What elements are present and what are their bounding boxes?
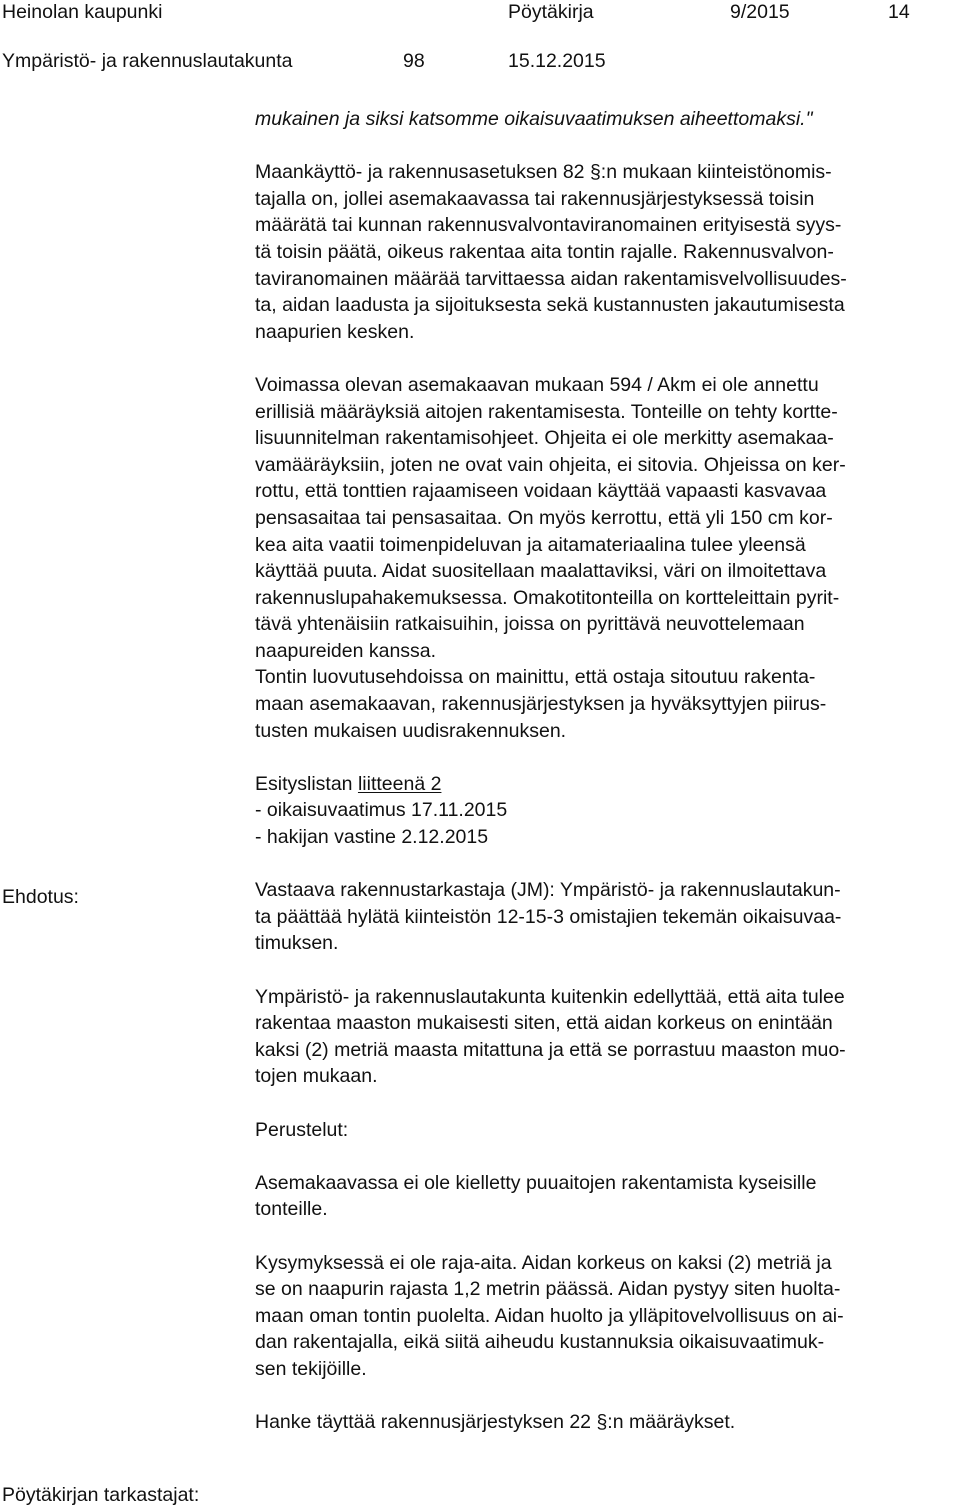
text-line: tajalla on, jollei asemakaavassa tai rakennusjärjestyksessä toisin [255, 187, 815, 210]
text-line: se on naapurin rajasta 1,2 metrin päässä. Aidan pystyy siten huolta- [255, 1278, 841, 1301]
committee-name: Ympäristö- ja rakennuslautakunta [2, 50, 293, 72]
section-number: 98 [403, 50, 425, 72]
text-line: ta, aidan laadusta ja sijoituksesta sekä kustannusten jakautumisesta [255, 294, 845, 317]
proposal-label: Ehdotus: [2, 886, 79, 908]
text-line: rottu, että tonttien rajaamiseen voidaan käyttää vapaasti kasvavaa [255, 480, 827, 503]
page-number: 14 [888, 1, 910, 23]
text-line: maan oman tontin puolelta. Aidan huolto ja ylläpitovelvollisuus on ai- [255, 1304, 844, 1327]
text-line: tojen mukaan. [255, 1065, 378, 1088]
text-line: kaksi (2) metriä maasta mitattuna ja että se porrastuu maaston muo- [255, 1038, 846, 1061]
text-line: Vastaava rakennustarkastaja (JM): Ympäristö- ja rakennuslautakun- [255, 879, 841, 902]
text-line: naapureiden kanssa. [255, 639, 437, 662]
attachment-item: - hakijan vastine 2.12.2015 [255, 826, 489, 849]
condition-paragraph [255, 984, 960, 1090]
text-line: lisuunnitelman rakentamisohjeet. Ohjeita ei ole merkitty asemakaa- [255, 427, 834, 450]
text-line: timuksen. [255, 932, 339, 955]
attachments-intro-line [255, 771, 960, 798]
proposal-paragraph [255, 877, 960, 957]
reason-paragraph [255, 1170, 960, 1223]
text-line: Asemakaavassa ei ole kielletty puuaitojen rakentamista kyseisille [255, 1171, 817, 1194]
document-body [255, 106, 960, 1436]
text-line: sen tekijöille. [255, 1357, 367, 1380]
text-line: määrätä tai kunnan rakennusvalvontaviranomainen erityisestä syys- [255, 214, 842, 237]
meeting-date: 15.12.2015 [508, 50, 606, 72]
text-line: erillisiä määräyksiä aitojen rakentamisesta. Tonteille on tehty kortte- [255, 400, 838, 423]
text-line: rakentaa maaston mukaisesti siten, että aidan korkeus on enintään [255, 1012, 833, 1035]
text-line: Hanke täyttää rakennusjärjestyksen 22 §:n määräykset. [255, 1411, 736, 1434]
text-line: maan asemakaavan, rakennusjärjestyksen ja hyväksyttyjen piirus- [255, 693, 827, 716]
document-number: 9/2015 [730, 1, 790, 23]
city-name: Heinolan kaupunki [2, 1, 163, 23]
text-line: Voimassa olevan asemakaavan mukaan 594 / Akm ei ole annettu [255, 373, 819, 396]
text-line: tävä yhtenäisiin ratkaisuihin, joissa on pyrittävä neuvottelemaan [255, 613, 805, 636]
text-line: rakennuslupahakemuksessa. Omakotitonteilla on kortteleittain pyrit- [255, 586, 840, 609]
text-line: tä toisin päätä, oikeus rakentaa aita tontin rajalle. Rakennusvalvon- [255, 240, 834, 263]
reason-paragraph [255, 1250, 960, 1383]
attachment-link[interactable]: liitteenä 2 [357, 772, 442, 795]
paragraph-regulation [255, 159, 960, 345]
text-line: taviranomainen määrää tarvittaessa aidan rakentamisvelvollisuudes- [255, 267, 847, 290]
reasons-heading: Perustelut: [255, 1118, 349, 1141]
attachments-block [255, 771, 960, 851]
attachment-item: - oikaisuvaatimus 17.11.2015 [255, 799, 508, 822]
text-line: pensasaitaa tai pensasaitaa. On myös kerrottu, että yli 150 cm kor- [255, 506, 833, 529]
text-line: ta päättää hylätä kiinteistön 12-15-3 omistajien tekemän oikaisuvaa- [255, 905, 842, 928]
quote-end-line: mukainen ja siksi katsomme oikaisuvaatimuksen aiheettomaksi." [255, 108, 813, 130]
text-line: tonteille. [255, 1198, 328, 1221]
text-line: vamääräyksiin, joten ne ovat vain ohjeita, ei sitovia. Ohjeissa on ker- [255, 453, 846, 476]
text-line: Kysymyksessä ei ole raja-aita. Aidan korkeus on kaksi (2) metriä ja [255, 1251, 832, 1274]
text-line: Ympäristö- ja rakennuslautakunta kuitenkin edellyttää, että aita tulee [255, 985, 845, 1008]
text-line: naapurien kesken. [255, 320, 415, 343]
text-line: Tontin luovutusehdoissa on mainittu, että ostaja sitoutuu rakenta- [255, 666, 816, 689]
minutes-checkers-label: Pöytäkirjan tarkastajat: [2, 1484, 200, 1506]
document-type: Pöytäkirja [508, 1, 594, 23]
paragraph-zoning-plan [255, 372, 960, 744]
text-line: Maankäyttö- ja rakennusasetuksen 82 §:n mukaan kiinteistönomis- [255, 161, 832, 184]
text-line: tusten mukaisen uudisrakennuksen. [255, 719, 567, 742]
attachments-intro: Esityslistan [255, 772, 358, 795]
text-line: kea aita vaatii toimenpideluvan ja aitamateriaalina tulee yleensä [255, 533, 806, 556]
text-line: dan rakentajalla, eikä siitä aiheudu kustannuksia oikaisuvaatimuk- [255, 1331, 825, 1354]
text-line: käyttää puuta. Aidat suositellaan maalattaviksi, väri on ilmoitettava [255, 560, 827, 583]
